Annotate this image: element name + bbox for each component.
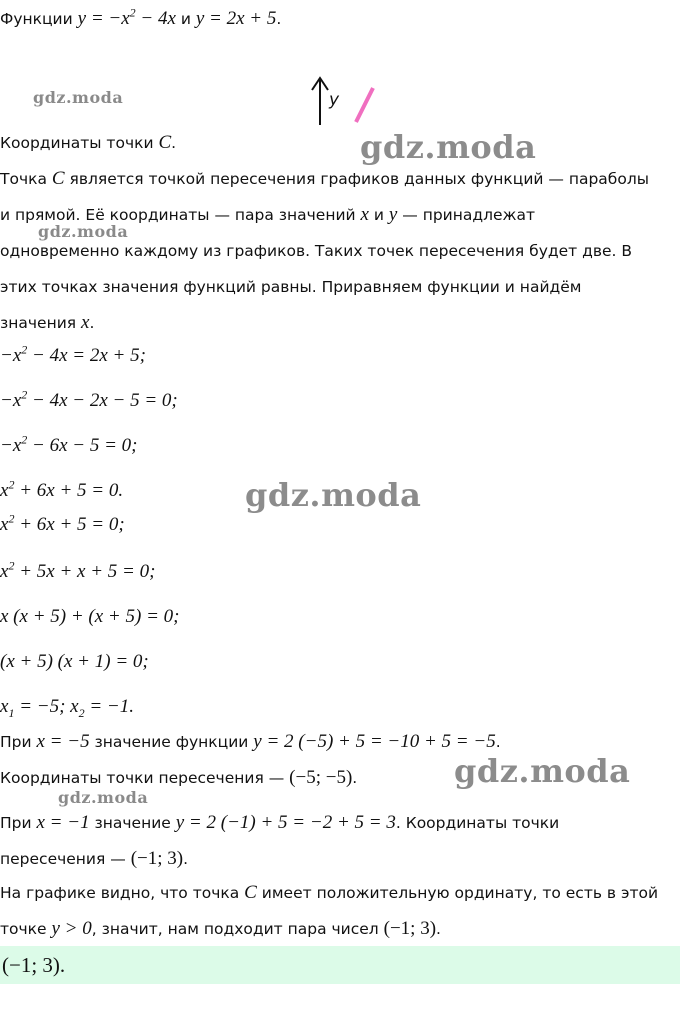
intro-dot: .: [276, 10, 282, 28]
math-expr: (−1; 3): [130, 848, 184, 869]
equation-line: [0, 389, 178, 413]
intro-line: [0, 5, 282, 30]
intro-prefix: Функции: [0, 10, 78, 28]
eq-part: − 6x − 5 = 0;: [27, 435, 138, 456]
y-axis-label: y: [329, 90, 340, 110]
eq-part: − 4x = 2x + 5;: [27, 345, 146, 366]
paragraph-line: [0, 132, 176, 154]
eq-part: x: [0, 696, 9, 717]
result-line: [0, 767, 357, 789]
paragraph-line: [0, 312, 94, 334]
math-var: C: [244, 882, 257, 903]
math-expr: x = −5: [36, 731, 90, 752]
eq-part: + 6x + 5 = 0.: [14, 480, 124, 501]
text-run: является точкой пересечения графиков данных функций — параболы: [64, 170, 649, 188]
text-run: и прямой. Её координаты — пара значений: [0, 206, 361, 224]
eq-part: = −1.: [84, 696, 135, 717]
text-run: . Координаты точки: [395, 814, 560, 832]
result-line: [0, 848, 188, 870]
text-run: .: [495, 733, 501, 751]
text-run: значение: [89, 814, 176, 832]
answer-text: (−1; 3).: [2, 953, 66, 977]
graph-fragment: [300, 70, 390, 130]
watermark: gdz.moda: [33, 88, 124, 107]
text-run: Точка: [0, 170, 52, 188]
eq-exponent: 2: [21, 342, 28, 357]
eq-subscript: 2: [78, 705, 85, 720]
text-run: На графике видно, что точка: [0, 884, 245, 902]
eq-part: −x: [0, 390, 22, 411]
text-run: пересечения —: [0, 850, 131, 868]
eq-part: − 4x − 2x − 5 = 0;: [27, 390, 178, 411]
equation-line: [0, 513, 125, 537]
text-run: и: [368, 206, 389, 224]
paragraph-line: [0, 204, 535, 226]
eq-part: x: [0, 480, 9, 501]
text-run: .: [171, 134, 177, 152]
eq-part: x: [0, 561, 9, 582]
math-expr: y = 2 (−5) + 5 = −10 + 5 = −5: [253, 731, 496, 752]
text-run: значение функции: [89, 733, 254, 751]
result-line: [0, 812, 559, 834]
text-run: имеет положительную ординату, то есть в этой: [256, 884, 659, 902]
text-run: .: [436, 920, 441, 938]
equation-line: [0, 560, 155, 584]
watermark: gdz.moda: [58, 788, 149, 807]
paragraph-line: [0, 168, 649, 190]
eq-subscript: 1: [8, 705, 15, 720]
eq-exponent: 2: [21, 387, 28, 402]
eq-part: −x: [0, 345, 22, 366]
function-2: y = 2x + 5: [195, 8, 277, 29]
text-run: При: [0, 814, 37, 832]
eq-part: x: [0, 514, 9, 535]
paragraph-line: одновременно каждому из графиков. Таких точек пересечения будет две. В: [0, 242, 633, 260]
watermark: gdz.moda: [454, 752, 631, 790]
math-expr: y = 2 (−1) + 5 = −2 + 5 = 3: [175, 812, 396, 833]
eq-exponent: 2: [8, 558, 15, 573]
eq-part: x: [70, 696, 79, 717]
math-expr: (−1; 3): [383, 918, 437, 939]
text-run: точке: [0, 920, 52, 938]
result-line: [0, 918, 441, 940]
text-run: .: [352, 769, 358, 787]
text-run: — принадлежат: [397, 206, 536, 224]
equation-line: [0, 434, 138, 458]
eq-part: + 6x + 5 = 0;: [14, 514, 125, 535]
graph-line-segment: [356, 88, 373, 122]
text-run: значения: [0, 314, 82, 332]
result-line: [0, 882, 658, 904]
text-run: Координаты точки: [0, 134, 159, 152]
result-line: [0, 731, 501, 753]
text-run: , значит, нам подходит пара чисел: [91, 920, 384, 938]
function-1-rest: − 4x: [135, 8, 176, 29]
math-var: x: [360, 204, 369, 225]
eq-exponent: 2: [8, 511, 15, 526]
text-run: .: [183, 850, 189, 868]
math-var: C: [51, 168, 65, 189]
function-1-exponent: 2: [129, 5, 136, 20]
function-1: [77, 5, 176, 29]
answer-box: [0, 946, 680, 984]
equation-line: [0, 344, 146, 368]
math-var: y: [388, 204, 398, 225]
eq-exponent: 2: [21, 432, 28, 447]
equation-line: [0, 479, 123, 503]
text-run: .: [89, 314, 95, 332]
eq-exponent: 2: [8, 477, 15, 492]
watermark: gdz.moda: [245, 476, 422, 514]
equation-line: (x + 5) (x + 1) = 0;: [0, 651, 149, 672]
intro-conjunction: и: [175, 10, 196, 28]
text-run: Координаты точки пересечения —: [0, 769, 290, 787]
watermark: gdz.moda: [360, 128, 537, 166]
math-var: C: [158, 132, 172, 153]
equation-line: [0, 695, 134, 719]
eq-part: + 5x + x + 5 = 0;: [14, 561, 156, 582]
paragraph-line: этих точках значения функций равны. Приравняем функции и найдём: [0, 278, 582, 296]
math-expr: (−5; −5): [289, 767, 353, 788]
eq-part: = −5;: [14, 696, 71, 717]
function-1-base: y = −x: [77, 8, 130, 29]
watermark: gdz.moda: [38, 222, 129, 241]
math-expr: y > 0: [51, 918, 92, 939]
eq-part: −x: [0, 435, 22, 456]
math-expr: x = −1: [36, 812, 90, 833]
text-run: При: [0, 733, 37, 751]
equation-line: x (x + 5) + (x + 5) = 0;: [0, 606, 180, 627]
math-var: x: [81, 312, 90, 333]
